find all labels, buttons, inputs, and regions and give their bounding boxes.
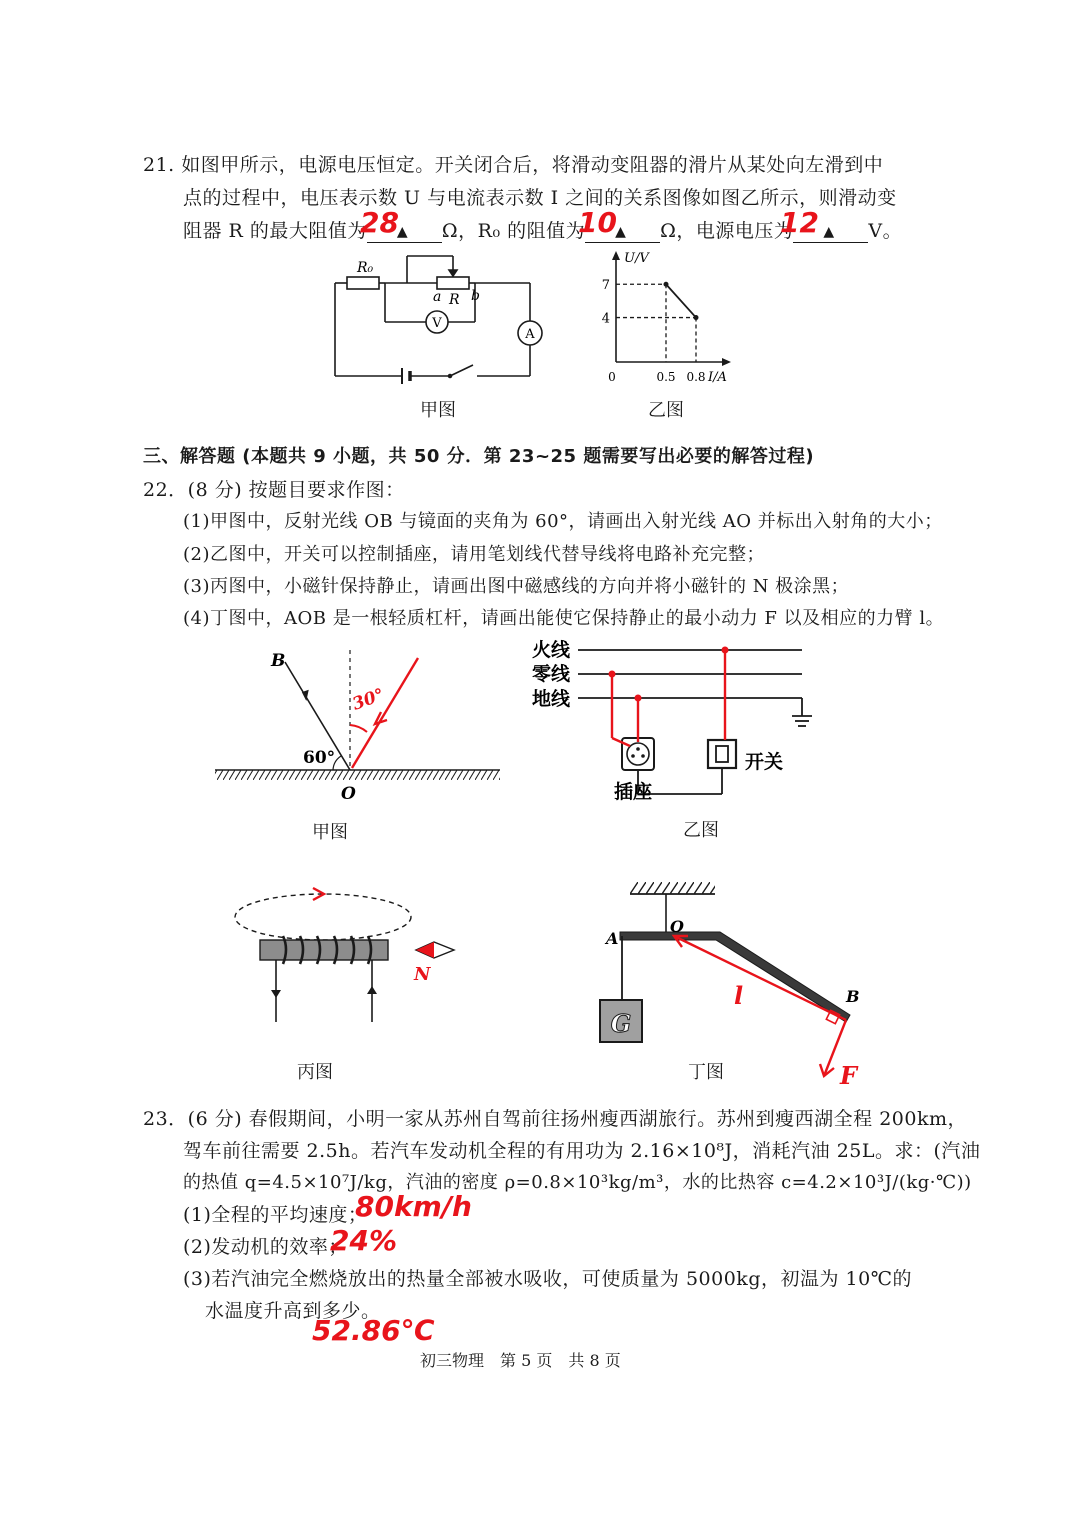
y-tick-label-0: 7	[601, 278, 610, 294]
q23-item1: (1)全程的平均速度；	[183, 1204, 368, 1226]
slider-r-label: R	[449, 292, 460, 308]
hw-answer-rmax: 28	[360, 206, 399, 239]
hw-answer-voltage: 12	[780, 206, 819, 239]
ground-wire-label: 地线	[532, 688, 571, 710]
q21-line1	[143, 150, 883, 177]
x-tick-label-0: 0	[608, 370, 616, 384]
data-segment-0	[666, 284, 696, 317]
q22-fig-yi	[530, 632, 820, 812]
q22-item3: (3)丙图中，小磁针保持静止，请画出图中磁感线的方向并将小磁针的 N 极涂黑；	[183, 576, 850, 597]
ammeter-label: A	[525, 327, 535, 342]
point-o-label: O	[341, 784, 356, 804]
hw-answer-efficiency: 24%	[330, 1224, 398, 1257]
q22-item1: (1)甲图中，反射光线 OB 与镜面的夹角为 60°，请画出入射光线 AO 并标出入射角的大小；	[183, 511, 943, 532]
q21-line2: 点的过程中，电压表示数 U 与电流表示数 I 之间的关系图像如图乙所示，则滑动变	[183, 187, 897, 209]
page-footer: 初三物理 第 5 页 共 8 页	[420, 1351, 621, 1370]
hw-answer-speed: 80km/h	[355, 1190, 472, 1223]
switch-label: 开关	[745, 751, 784, 773]
q21-ui-chart	[596, 248, 746, 388]
answer-blank-r0[interactable]: ▲	[585, 220, 660, 243]
angle-60-label: 60°	[303, 748, 336, 768]
voltmeter-label: V	[432, 316, 442, 331]
q22-caption-yi: 乙图	[683, 820, 719, 841]
solenoid-core	[260, 940, 388, 960]
q22-caption-bing: 丙图	[297, 1062, 333, 1083]
chart-xlabel: I/A	[708, 370, 727, 385]
q22-item2: (2)乙图中，开关可以控制插座，请用笔划线代替导线将电路补充完整；	[183, 544, 765, 565]
hw-force-arm	[674, 936, 846, 1020]
hw-angle-30: 30°	[349, 684, 387, 715]
weight-g-label: G	[610, 1009, 632, 1038]
neutral-wire-label: 零线	[532, 663, 571, 685]
unit-volt: V。	[868, 220, 903, 242]
q21-caption-yi: 乙图	[648, 400, 684, 421]
hw-answer-temperature: 52.86℃	[312, 1314, 435, 1347]
q22-fig-bing	[228, 880, 468, 1030]
x-tick-label-2: 0.8	[686, 370, 706, 384]
q22-fig-jia	[205, 640, 505, 810]
data-point-1	[694, 315, 699, 320]
hw-incident-ray	[349, 658, 418, 768]
point-o-label-ding: O	[670, 917, 684, 936]
q22-item4: (4)丁图中，AOB 是一根轻质杠杆，请画出能使它保持静止的最小动力 F 以及相应的力臂 l。	[183, 608, 945, 629]
r0-label: R₀	[357, 260, 374, 276]
magnetic-field-line	[235, 894, 411, 940]
answer-blank-rmax[interactable]: ▲	[367, 220, 442, 243]
point-b-label-ding: B	[846, 987, 860, 1006]
q22-caption-jia: 甲图	[312, 822, 348, 843]
q21-text-line3: 阻器 R 的最大阻值为	[183, 220, 367, 242]
q23-item3b: 水温度升高到多少。	[205, 1300, 381, 1322]
q23-item2: (2)发动机的效率；	[183, 1236, 348, 1258]
live-wire-label: 火线	[532, 639, 571, 661]
compass-needle-icon	[416, 942, 454, 958]
y-tick-label-1: 4	[601, 311, 610, 327]
q22-caption-ding: 丁图	[688, 1062, 724, 1083]
point-b-label: B	[271, 651, 286, 671]
unit-ohm-1: Ω，	[441, 220, 478, 242]
slider-b-label: b	[471, 288, 480, 304]
hw-force-f-label: F	[840, 1061, 858, 1090]
slider-a-label: a	[433, 289, 442, 305]
q21-text-line1: 如图甲所示，电源电压恒定。开关闭合后，将滑动变阻器的滑片从某处向左滑到中	[181, 154, 884, 176]
hw-n-label: N	[414, 964, 431, 985]
section-3-title: 三、解答题 (本题共 9 小题，共 50 分．第 23~25 题需要写出必要的解答过程)	[143, 446, 815, 467]
hw-answer-r0: 10	[578, 206, 617, 239]
hw-arm-l-label: l	[734, 981, 744, 1010]
q22-head: 22．(8 分) 按题目要求作图：	[143, 479, 405, 501]
r0-text: R₀ 的阻值为	[477, 220, 586, 242]
socket-label: 插座	[614, 781, 653, 803]
answer-blank-voltage[interactable]: ▲	[793, 220, 868, 243]
switch-icon[interactable]	[708, 740, 736, 768]
q22-fig-ding	[590, 870, 870, 1090]
q21-circuit-diagram	[325, 248, 555, 388]
q23-line3: 的热值 q=4.5×10⁷J/kg，汽油的密度 ρ=0.8×10³kg/m³，水的比热容 c=4.2×10³J/(kg·℃))	[183, 1172, 972, 1193]
chart-ylabel: U/V	[624, 251, 649, 266]
q21-number: 21.	[143, 154, 175, 176]
data-point-0	[664, 282, 669, 287]
point-a-label: A	[606, 929, 619, 948]
q23-item3: (3)若汽油完全燃烧放出的热量全部被水吸收，可使质量为 5000kg，初温为 10℃的	[183, 1268, 912, 1290]
q21-caption-jia: 甲图	[420, 400, 456, 421]
unit-ohm-2: Ω，电源电压为	[660, 220, 794, 242]
socket-icon[interactable]	[622, 738, 654, 770]
q23-line1: 23．(6 分) 春假期间，小明一家从苏州自驾前往扬州瘦西湖旅行。苏州到瘦西湖全程 200km，	[143, 1108, 968, 1130]
x-tick-label-1: 0.5	[656, 370, 676, 384]
q23-line2: 驾车前往需要 2.5h。若汽车发动机全程的有用功为 2.16×10⁸J，消耗汽油 25L。求：(汽油	[183, 1140, 981, 1162]
